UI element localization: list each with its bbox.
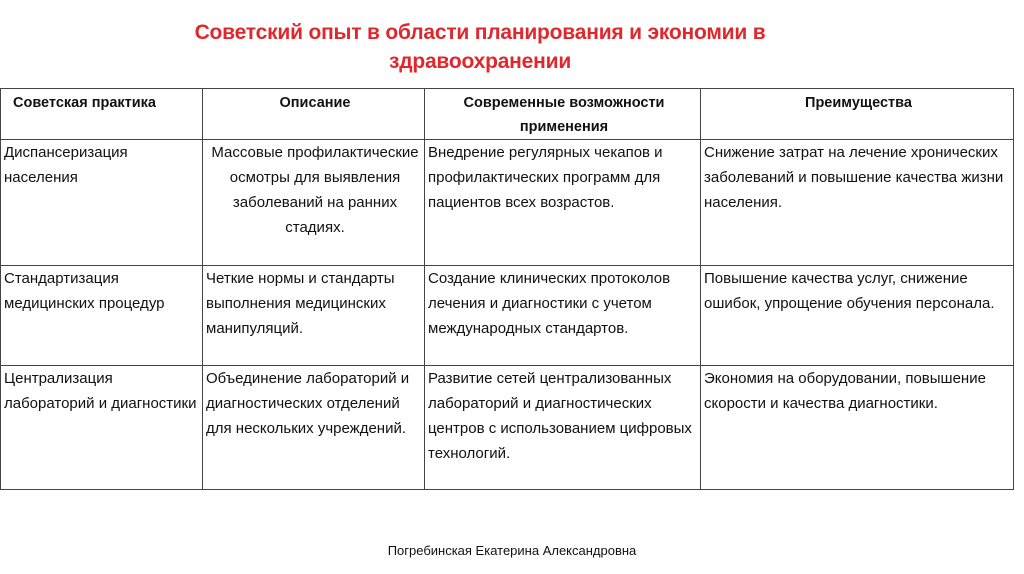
comparison-table: [0, 88, 1014, 490]
footer-author: Погребинская Екатерина Александровна: [387, 543, 637, 558]
cell-practice: Централизация лабораторий и диагностики: [1, 366, 203, 490]
table-header-row: [1, 89, 1014, 140]
cell-modern-application: Создание клинических протоколов лечения и диагностики с учетом международных стандартов.: [425, 266, 701, 366]
cell-description: Четкие нормы и стандарты выполнения медицинских манипуляций.: [203, 266, 425, 366]
header-description: Описание: [203, 89, 425, 140]
cell-modern-application: Внедрение регулярных чекапов и профилактических программ для пациентов всех возрастов.: [425, 140, 701, 266]
table-row: [1, 266, 1014, 366]
header-advantages: Преимущества: [701, 89, 1014, 140]
header-soviet-practice: Советская практика: [1, 89, 203, 140]
slide-title: Советский опыт в области планирования и экономии в здравоохранении: [194, 21, 766, 73]
cell-advantages: Снижение затрат на лечение хронических заболеваний и повышение качества жизни населения.: [701, 140, 1014, 266]
cell-practice: Стандартизация медицинских процедур: [1, 266, 203, 366]
table-row: [1, 366, 1014, 490]
header-modern-application: Современные возможности применения: [425, 89, 701, 140]
cell-description: Массовые профилактические осмотры для выявления заболеваний на ранних стадиях.: [203, 140, 425, 266]
cell-advantages: Повышение качества услуг, снижение ошибок, упрощение обучения персонала.: [701, 266, 1014, 366]
cell-advantages: Экономия на оборудовании, повышение скорости и качества диагностики.: [701, 366, 1014, 490]
cell-modern-application: Развитие сетей централизованных лабораторий и диагностических центров с использованием цифровых технологий.: [425, 366, 701, 490]
table-row: [1, 140, 1014, 266]
cell-practice: Диспансеризация населения: [1, 140, 203, 266]
cell-description: Объединение лабораторий и диагностических отделений для нескольких учреждений.: [203, 366, 425, 490]
